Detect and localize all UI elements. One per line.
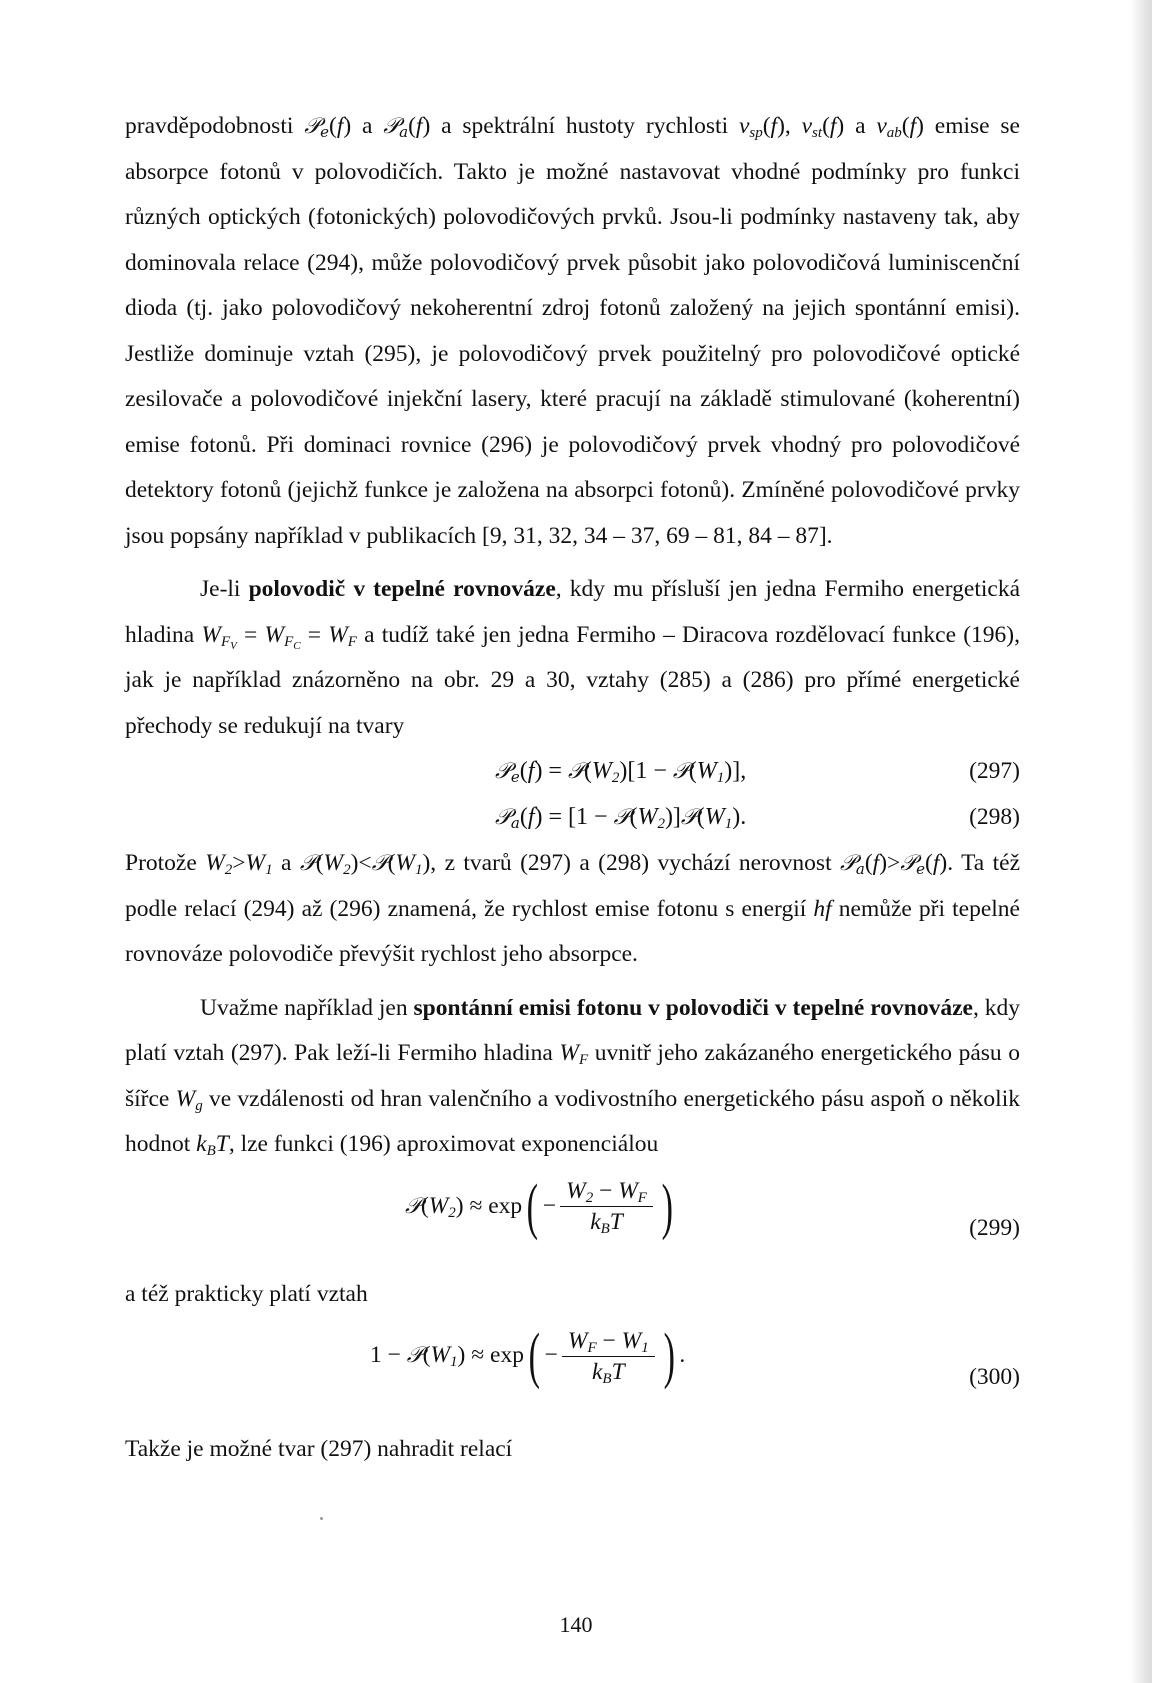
paragraph-continuation: pravděpodobnosti 𝒫$_e$(f) a 𝒫$_a$(f) a spektrální hustoty rychlosti $v_{sp}(f)$, $v_{st}(f)$ a $v_{ab}(f)$ emise se absorpce fotonů v polovodičích. Takto je možné nastavovat vhodné podmínky pro funkci různých optických (fotonických) polovodičových prvků. Jsou-li podmínky nastaveny tak, aby dominovala relace (294), může polovodičový prvek působit jako polovodičová luminiscenční dioda (tj. jako polovodičový nekoherentní zdroj fotonů založený na jejich spontánní emisi). Jestliže dominuje vztah (295), je polovodičový prvek použitelný pro polovodičové optické zesilovače a polovodičové injekční lasery, které pracují na základě stimulované (koherentní) emise fotonů. Při dominaci rovnice (296) je polovodičový prvek vhodný pro polovodičové detektory fotonů (jejichž funkce je založena na absorpci fotonů). Zmíněné polovodičové prvky jsou popsány například v publikacích [9, 31, 32, 34 – 37, 69 – 81, 84 – 87]. [125,113,1020,549]
equation-299 [125,1168,1020,1278]
scan-speck [320,1517,323,1520]
equation-297-formula: 𝒫$_e$(f) = $𝒫(W_2)[1$ − $𝒫(W_1)$], [495,758,747,786]
paragraph-final: Takže je možné tvar (297) nahradit relací [125,1436,513,1462]
equation-298-formula: 𝒫$_a$(f) = $[1 - 𝒫(W_2)]𝒫(W_1)$. [495,804,747,832]
equation-297 [125,749,1020,795]
equation-300-formula: $1 - 𝒫(W_1) \approx \exp$ ( − $\frac{W_F - W_1}{k_BT}$ ) . [370,1322,686,1390]
equation-299-formula: $𝒫(W_2) \approx \exp$ ( − $\frac{W_2 - W_F}{k_BT}$ ) [405,1172,673,1241]
paragraph-thermal-equilibrium: Je-li polovodič v tepelné rovnováze, kdy mu přísluší jen jedna Fermiho energetická hladina $W_{F_V} = W_{F_C} = W_F$ a tudíž také jen jedna Fermiho – Diracova rozdělovací funkce (196), jak je například znázorněno na obr. 29 a 30, vztahy (285) a (286) pro přímé energetické přechody se redukují na tvary [125,576,1020,739]
equation-number: (300) [969,1364,1020,1390]
paragraph-inequality: Protože $W_2>W_1$ a $𝒫(W_2)<𝒫(W_1)$, z tvarů (297) a (298) vychází nerovnost 𝒫$_a$(f)>𝒫$_e$(f). Ta též podle relací (294) až (296) znamená, že rychlost emise fotonu s energií hf nemůže při tepelné rovnováze polovodiče převýšit rychlost jeho absorpce. [125,850,1020,967]
bold-term: polovodič v tepelné rovnováze [248,576,556,602]
equation-298 [125,795,1020,841]
bold-term: spontánní emisi fotonu v polovodiči v tepelné rovnováze [413,994,973,1021]
paragraph-spontaneous-emission: Uvažme například jen spontánní emisi fotonu v polovodiči v tepelné rovnováze, kdy platí vztah (297). Pak leží-li Fermiho hladina $W_F$ uvnitř jeho zakázaného energetického pásu o šířce $W_g$ ve vzdálenosti od hran valenčního a vodivostního energetického pásu aspoň o několik hodnot $k_BT$, lze funkci (196) aproximovat exponenciálou [125,994,1020,1159]
equation-number: (298) [969,804,1020,830]
document-body [125,104,1020,1473]
page-number: 140 [559,1612,593,1637]
paragraph-practical: a též prakticky platí vztah [125,1280,368,1307]
equation-number: (299) [969,1214,1020,1241]
equation-300 [125,1317,1020,1427]
equation-number: (297) [969,758,1020,784]
scan-edge-shadow [1130,0,1152,1683]
